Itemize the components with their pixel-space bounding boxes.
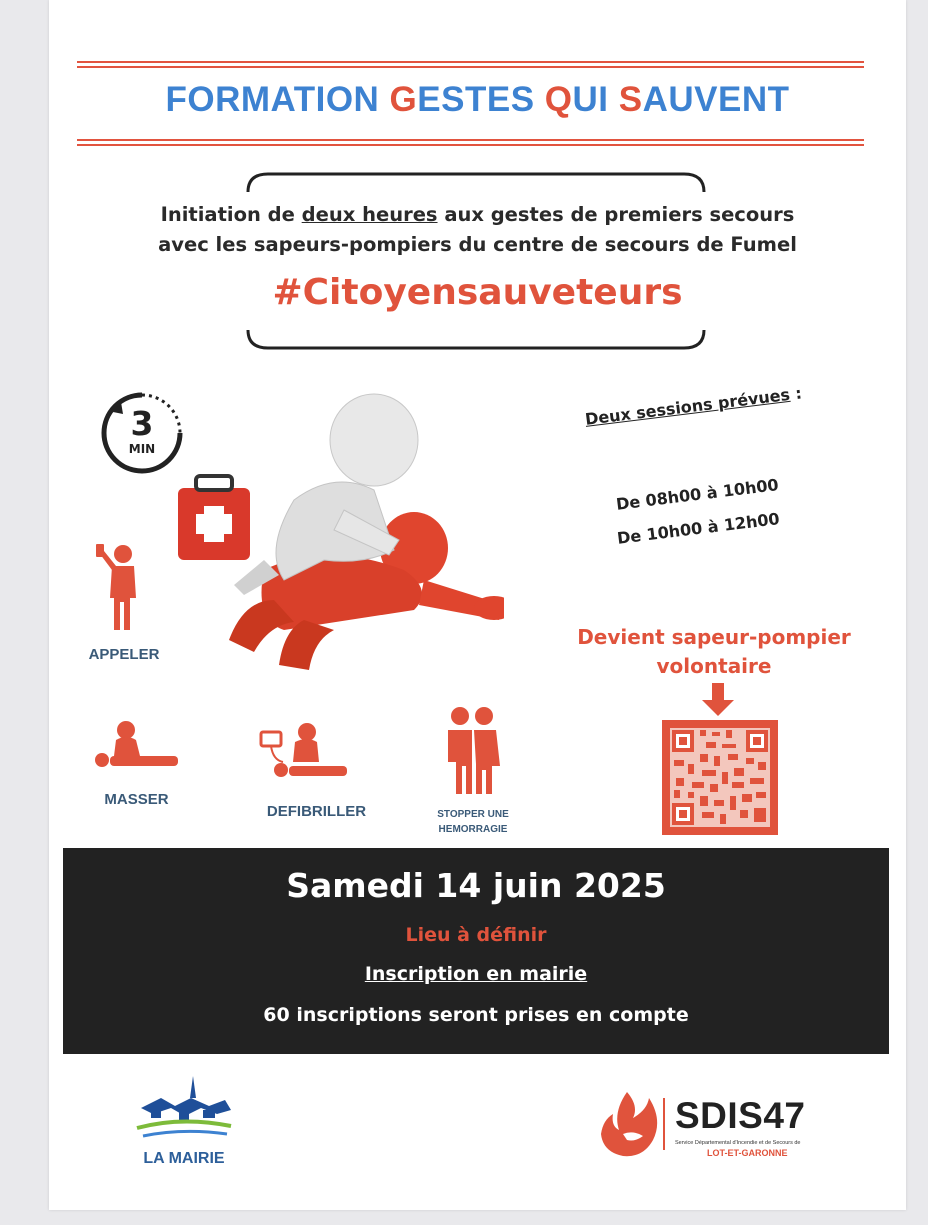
intro-line-2: avec les sapeurs-pompiers du centre de secours de Fumel (158, 233, 797, 256)
event-place: Lieu à définir (405, 924, 547, 946)
timer-number: 3 (130, 404, 154, 443)
title-part: ESTES (417, 80, 545, 119)
title-rule-top-2 (77, 66, 864, 68)
sdis-subtitle: Service Départemental d'Incendie et de Secours de (675, 1140, 801, 1146)
title-rule-bottom-2 (77, 144, 864, 146)
defibrillator-icon (257, 720, 349, 784)
call-label: APPELER (88, 646, 160, 663)
sdis-flame-logo-icon (599, 1090, 665, 1160)
stop-bleeding-label-line-2: HEMORRAGIE (438, 824, 508, 835)
title-part: S (618, 80, 643, 119)
sdis-name: SDIS47 (675, 1095, 806, 1136)
sessions-title-colon: : (788, 383, 803, 404)
event-date: Samedi 14 juin 2025 (286, 866, 666, 905)
first-aid-illustration (174, 390, 504, 675)
title-rule-top-1 (77, 61, 864, 63)
intro-text-part: Initiation de (160, 203, 302, 226)
title-part: G (389, 80, 418, 119)
arrow-down-icon (701, 683, 735, 717)
title-part: UI (572, 80, 619, 119)
sessions-title-text: Deux sessions prévues (584, 384, 791, 429)
defibrillate-label: DEFIBRILLER (266, 803, 367, 820)
brace-top (246, 172, 706, 192)
cpr-massage-icon (94, 720, 178, 772)
sessions-title (584, 383, 803, 428)
title-part: FORMATION (165, 80, 390, 119)
sdis-department: LOT-ET-GARONNE (707, 1148, 788, 1158)
volunteer-line-2: volontaire (656, 654, 772, 678)
intro-line-1 (69, 200, 886, 230)
mairie-label: LA MAIRIE (143, 1150, 225, 1167)
volunteer-callout (529, 623, 899, 681)
session-slot: De 10h00 à 12h00 (616, 509, 781, 548)
brace-bottom (246, 330, 706, 350)
mairie-logo-icon (131, 1072, 237, 1148)
page-title (49, 80, 906, 120)
intro-highlight: deux heures (301, 203, 438, 226)
timer-unit: MIN (128, 442, 156, 456)
phone-call-icon (94, 540, 144, 632)
hashtag: #Citoyensauveteurs (272, 272, 683, 313)
first-aid-kit-icon (178, 476, 250, 560)
event-registration: Inscription en mairie (364, 963, 588, 985)
title-part: Q (544, 80, 573, 119)
title-rule-bottom-1 (77, 139, 864, 141)
sdis-divider (663, 1098, 665, 1150)
intro-text (69, 200, 886, 260)
flyer-page (49, 0, 906, 1210)
massage-label: MASSER (104, 791, 169, 808)
stop-bleeding-label (423, 807, 523, 837)
volunteer-line-1: Devient sapeur-pompier (577, 625, 851, 649)
timer-badge (99, 390, 185, 476)
event-banner (63, 848, 889, 1054)
event-capacity: 60 inscriptions seront prises en compte (263, 1004, 689, 1026)
session-slot: De 08h00 à 10h00 (615, 475, 780, 514)
qr-code[interactable] (662, 720, 778, 835)
qr-code-icon (662, 720, 778, 835)
stop-bleeding-label-line-1: STOPPER UNE (437, 809, 509, 820)
title-part: AUVENT (642, 80, 790, 119)
intro-text-part: aux gestes de premiers secours (437, 203, 795, 226)
stop-bleeding-icon (444, 704, 502, 798)
